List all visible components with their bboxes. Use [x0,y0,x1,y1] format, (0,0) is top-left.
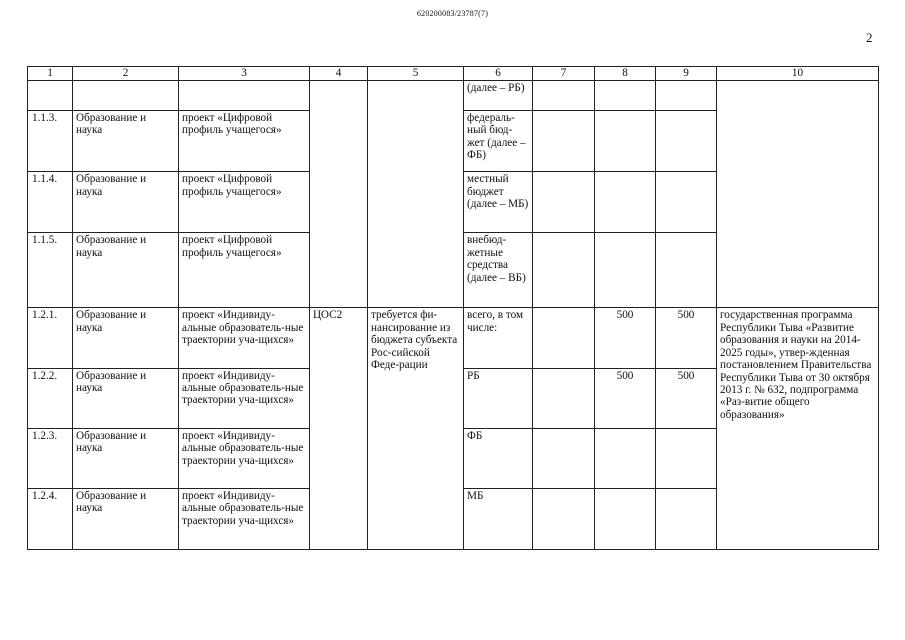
row-number: 1.2.1. [28,308,73,368]
column-header: 4 [310,67,368,81]
col9-cell: 500 [656,368,717,428]
col8-cell [595,488,656,549]
area-cell: Образование и наука [73,308,179,368]
area-cell: Образование и наука [73,172,179,233]
col7-cell [533,488,595,549]
project-cell [179,81,310,111]
col9-cell [656,172,717,233]
basis-cell [717,81,879,308]
col7-cell [533,308,595,368]
col9-cell: 500 [656,308,717,368]
col7-cell [533,172,595,233]
column-header: 7 [533,67,595,81]
requirement-cell: требуется фи-нансирование из бюджета субъекта Рос-сийской Феде-рации [368,308,464,550]
column-header: 6 [464,67,533,81]
col7-cell [533,233,595,308]
area-cell: Образование и наука [73,428,179,488]
row-number: 1.2.4. [28,488,73,549]
document-id: 620200083/23787(7) [416,9,489,18]
col8-cell [595,81,656,111]
col8-cell: 500 [595,308,656,368]
row-number: 1.2.2. [28,368,73,428]
col7-cell [533,428,595,488]
funding-source-cell: всего, в том числе: [464,308,533,368]
basis-cell: государственная программа Республики Тыва «Развитие образования и науки на 2014-2025 годы», утвер-жденная постановлением Правительства Республики Тыва от 30 октября 2013 г. № 632, подпрограмма «Раз-витие общего образования» [717,308,879,550]
funding-source-cell: РБ [464,368,533,428]
funding-source-cell: (далее – РБ) [464,81,533,111]
program-table [27,66,879,550]
project-cell: проект «Индивиду-альные образователь-ные траектории уча-щихся» [179,488,310,549]
col7-cell [533,111,595,172]
row-number [28,81,73,111]
area-cell: Образование и наука [73,233,179,308]
col9-cell [656,233,717,308]
funding-source-cell: ФБ [464,428,533,488]
area-cell: Образование и наука [73,368,179,428]
funding-source-cell: местный бюджет (далее – МБ) [464,172,533,233]
column-header: 10 [717,67,879,81]
col9-cell [656,81,717,111]
area-cell: Образование и наука [73,111,179,172]
row-number: 1.1.4. [28,172,73,233]
col9-cell [656,428,717,488]
project-cell: проект «Цифровой профиль учащегося» [179,172,310,233]
col8-cell [595,233,656,308]
funding-source-cell: федераль-ный бюд-жет (далее – ФБ) [464,111,533,172]
column-header: 5 [368,67,464,81]
table-row [28,81,879,111]
row-number: 1.2.3. [28,428,73,488]
row-number: 1.1.5. [28,233,73,308]
col9-cell [656,488,717,549]
project-cell: проект «Индивиду-альные образователь-ные траектории уча-щихся» [179,308,310,368]
project-cell: проект «Цифровой профиль учащегося» [179,233,310,308]
column-header: 2 [73,67,179,81]
project-cell: проект «Индивиду-альные образователь-ные траектории уча-щихся» [179,368,310,428]
col7-cell [533,81,595,111]
funding-source-cell: внебюд-жетные средства (далее – ВБ) [464,233,533,308]
funding-source-cell: МБ [464,488,533,549]
code-cell [310,81,368,308]
project-cell: проект «Индивиду-альные образователь-ные траектории уча-щихся» [179,428,310,488]
header-row [28,67,879,81]
area-cell [73,81,179,111]
column-header: 8 [595,67,656,81]
table-row [28,308,879,368]
column-header: 1 [28,67,73,81]
row-number: 1.1.3. [28,111,73,172]
area-cell: Образование и наука [73,488,179,549]
requirement-cell [368,81,464,308]
page-number: 2 [866,30,873,45]
col7-cell [533,368,595,428]
column-header: 3 [179,67,310,81]
code-cell: ЦОС2 [310,308,368,550]
project-cell: проект «Цифровой профиль учащегося» [179,111,310,172]
col9-cell [656,111,717,172]
col8-cell [595,428,656,488]
col8-cell [595,172,656,233]
col8-cell [595,111,656,172]
col8-cell: 500 [595,368,656,428]
column-header: 9 [656,67,717,81]
